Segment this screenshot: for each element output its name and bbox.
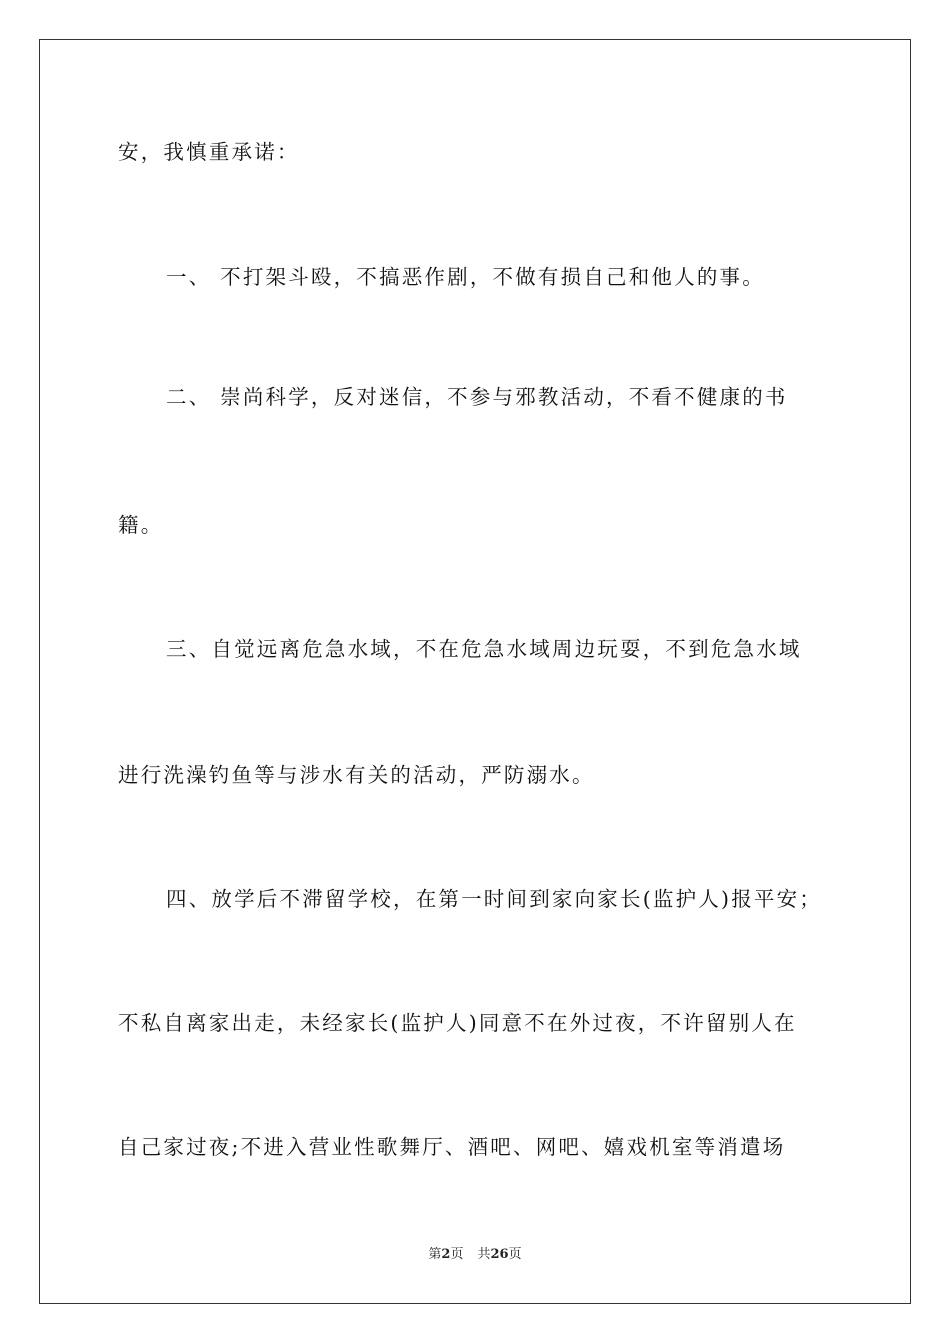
- footer-total-pages: 26: [490, 1247, 509, 1262]
- text-line-2: 一、 不打架斗殴，不搞恶作剧，不做有损自己和他人的事。: [166, 265, 765, 289]
- text-line-5: 三、自觉远离危急水域，不在危急水域周边玩耍，不到危急水域: [166, 637, 802, 661]
- footer-total-suffix: 页: [508, 1247, 522, 1262]
- footer-page-number: 2: [441, 1247, 451, 1262]
- footer-page-prefix: 第: [428, 1247, 442, 1262]
- page-border: [39, 39, 911, 1304]
- text-line-9: 自己家过夜;不进入营业性歌舞厅、酒吧、网吧、嬉戏机室等消遣场: [118, 1135, 786, 1159]
- text-line-4: 籍。: [118, 513, 164, 537]
- text-line-8: 不私自离家出走，未经家长(监护人)同意不在外过夜，不许留别人在: [118, 1011, 797, 1035]
- text-line-7: 四、放学后不滞留学校，在第一时间到家向家长(监护人)报平安；: [166, 887, 822, 911]
- footer-page-suffix: 页: [450, 1247, 464, 1262]
- page-footer: [0, 1246, 950, 1264]
- footer-total-prefix: 共: [477, 1247, 491, 1262]
- text-line-3: 二、 崇尚科学，反对迷信，不参与邪教活动，不看不健康的书: [166, 385, 788, 409]
- text-line-1: 安，我慎重承诺：: [118, 140, 300, 164]
- text-line-6: 进行洗澡钓鱼等与涉水有关的活动，严防溺水。: [118, 763, 595, 787]
